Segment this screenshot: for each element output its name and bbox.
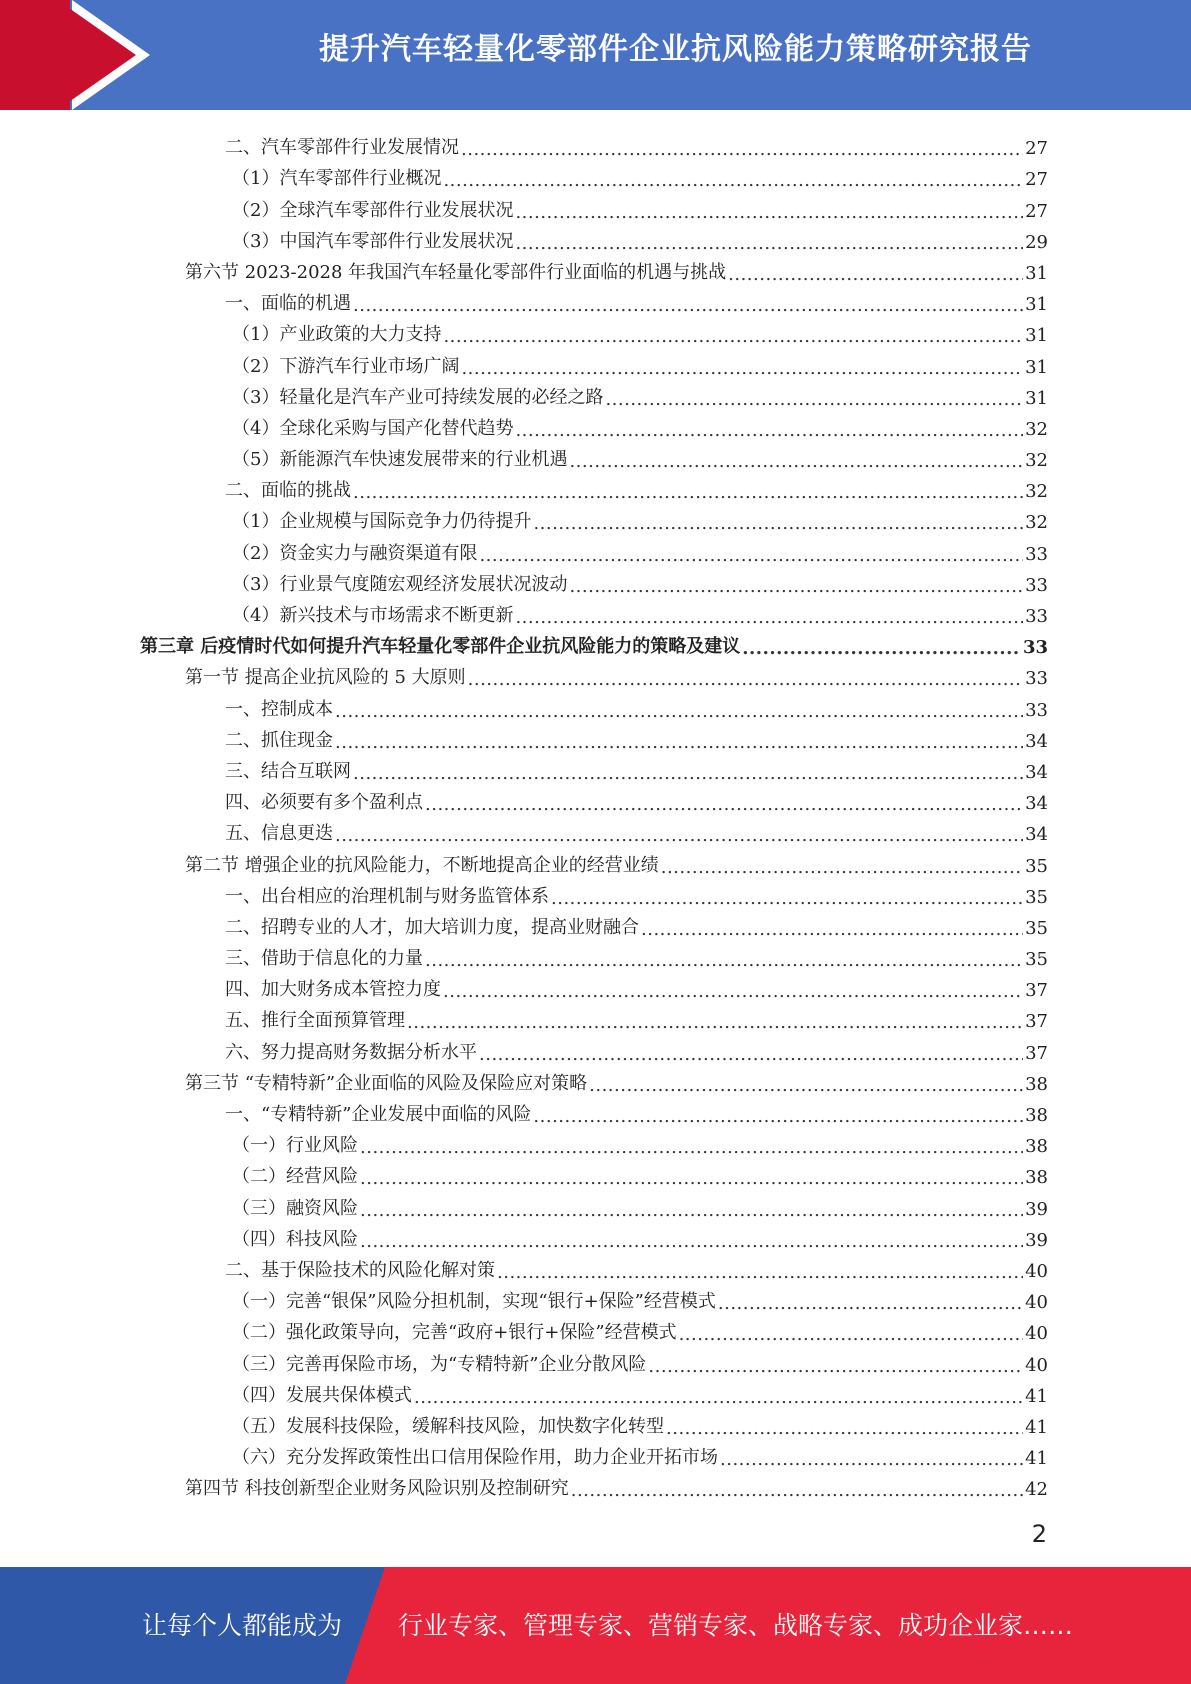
header-chevron-icon: [66, 6, 136, 104]
toc-entry-label: 三、结合互联网: [225, 760, 351, 782]
toc-dot-leader: [360, 1233, 1023, 1251]
toc-dot-leader: [515, 204, 1023, 222]
toc-entry-label: 二、汽车零部件行业发展情况: [225, 137, 459, 159]
toc-entry-page: 41: [1025, 1448, 1048, 1470]
toc-entry-page: 37: [1025, 1042, 1048, 1064]
toc-entry[interactable]: [140, 284, 1048, 315]
toc-dot-leader: [605, 391, 1023, 409]
toc-entry-label: 三、借助于信息化的力量: [225, 948, 423, 970]
toc-entry[interactable]: [140, 222, 1048, 253]
toc-entry-label: 第四节 科技创新型企业财务风险识别及控制研究: [185, 1478, 569, 1500]
toc-entry-page: 35: [1025, 886, 1048, 908]
toc-entry-page: 34: [1025, 793, 1048, 815]
toc-entry-label: 一、控制成本: [225, 698, 333, 720]
toc-dot-leader: [571, 1482, 1023, 1500]
toc-dot-leader: [666, 1420, 1023, 1438]
toc-entry-page: 32: [1025, 481, 1048, 503]
toc-entry-label: （四）发展共保体模式: [232, 1384, 412, 1406]
toc-entry-page: 34: [1025, 761, 1048, 783]
toc-entry-page: 41: [1025, 1385, 1048, 1407]
toc-entry-label: （三）融资风险: [232, 1197, 358, 1219]
toc-entry[interactable]: [140, 908, 1048, 939]
toc-entry-label: 第三章 后疫情时代如何提升汽车轻量化零部件企业抗风险能力的策略及建议: [140, 636, 741, 658]
toc-dot-leader: [515, 422, 1023, 440]
toc-entry[interactable]: [140, 1438, 1048, 1469]
footer-slogan-right: 行业专家、管理专家、营销专家、战略专家、成功企业家……: [398, 1611, 1074, 1640]
toc-entry-label: 第三节 “专精特新”企业面临的风险及保险应对策略: [185, 1072, 588, 1094]
toc-dot-leader: [551, 890, 1023, 908]
toc-entry-label: 五、信息更迭: [225, 823, 333, 845]
toc-dot-leader: [335, 734, 1023, 752]
toc-entry[interactable]: [140, 471, 1048, 502]
toc-entry-label: 四、必须要有多个盈利点: [225, 792, 423, 814]
toc-dot-leader: [353, 765, 1023, 783]
toc-entry[interactable]: [140, 565, 1048, 596]
toc-dot-leader: [720, 1451, 1023, 1469]
toc-entry[interactable]: [140, 315, 1048, 346]
toc-entry-page: 33: [1025, 543, 1048, 565]
toc-dot-leader: [569, 453, 1023, 471]
toc-entry-label: 第二节 增强企业的抗风险能力，不断地提高企业的经营业绩: [185, 854, 659, 876]
toc-dot-leader: [589, 1077, 1023, 1095]
toc-entry[interactable]: [140, 939, 1048, 970]
toc-entry-label: （一）行业风险: [232, 1135, 358, 1157]
toc-entry[interactable]: [140, 346, 1048, 377]
toc-entry-page: 38: [1025, 1073, 1048, 1095]
toc-entry-page: 32: [1025, 512, 1048, 534]
toc-entry-label: （1）企业规模与国际竞争力仍待提升: [232, 511, 532, 533]
toc-entry-page: 40: [1025, 1292, 1048, 1314]
toc-dot-leader: [353, 297, 1023, 315]
toc-entry-label: （二）经营风险: [232, 1166, 358, 1188]
toc-dot-leader: [648, 1358, 1023, 1376]
toc-dot-leader: [407, 1014, 1023, 1032]
toc-entry[interactable]: [140, 1157, 1048, 1188]
report-title: 提升汽车轻量化零部件企业抗风险能力策略研究报告: [319, 32, 1032, 67]
toc-dot-leader: [425, 952, 1023, 970]
toc-entry-label: （3）行业景气度随宏观经济发展状况波动: [232, 573, 568, 595]
toc-entry-page: 31: [1025, 387, 1048, 409]
toc-entry-label: （1）汽车零部件行业概况: [232, 168, 442, 190]
toc-entry[interactable]: [140, 440, 1048, 471]
toc-entry[interactable]: [140, 658, 1048, 689]
toc-entry[interactable]: [140, 1220, 1048, 1251]
toc-dot-leader: [479, 547, 1023, 565]
toc-entry-label: 四、加大财务成本管控力度: [225, 979, 441, 1001]
toc-entry-label: 一、面临的机遇: [225, 293, 351, 315]
toc-dot-leader: [425, 796, 1023, 814]
toc-entry[interactable]: [140, 970, 1048, 1001]
toc-dot-leader: [360, 1139, 1023, 1157]
toc-entry-label: （2）下游汽车行业市场广阔: [232, 355, 460, 377]
toc-entry-label: 二、面临的挑战: [225, 480, 351, 502]
toc-entry[interactable]: [140, 1376, 1048, 1407]
toc-dot-leader: [515, 235, 1023, 253]
toc-dot-leader: [479, 1046, 1023, 1064]
toc-entry[interactable]: [140, 1251, 1048, 1282]
toc-entry-page: 40: [1025, 1260, 1048, 1282]
footer-slogan-left: 让每个人都能成为: [142, 1611, 343, 1640]
toc-entry-page: 29: [1025, 231, 1048, 253]
toc-entry[interactable]: [140, 1126, 1048, 1157]
toc-entry[interactable]: [140, 253, 1048, 284]
toc-dot-leader: [718, 1295, 1023, 1313]
toc-entry-label: （3）中国汽车零部件行业发展状况: [232, 230, 514, 252]
toc-entry-label: （四）科技风险: [232, 1228, 358, 1250]
toc-entry-page: 33: [1025, 606, 1048, 627]
toc-entry[interactable]: [140, 1469, 1048, 1500]
toc-entry-page: 34: [1025, 730, 1048, 752]
toc-entry[interactable]: [140, 877, 1048, 908]
toc-entry-label: （3）轻量化是汽车产业可持续发展的必经之路: [232, 386, 604, 408]
toc-dot-leader: [497, 1264, 1023, 1282]
toc-dot-leader: [335, 827, 1023, 845]
toc-entry-label: （二）强化政策导向，完善“政府+银行+保险”经营模式: [232, 1322, 677, 1344]
toc-entry-page: 38: [1025, 1105, 1048, 1126]
toc-entry[interactable]: [140, 409, 1048, 440]
toc-dot-leader: [360, 1202, 1023, 1220]
toc-entry-page: 39: [1025, 1229, 1048, 1251]
toc-dot-leader: [443, 983, 1023, 1001]
toc-entry-page: 32: [1025, 450, 1048, 472]
toc-entry-page: 32: [1025, 418, 1048, 440]
toc-entry-label: （2）资金实力与融资渠道有限: [232, 542, 478, 564]
toc-entry-page: 27: [1025, 169, 1048, 191]
toc-entry[interactable]: [140, 783, 1048, 814]
toc-dot-leader: [533, 1108, 1023, 1126]
toc-entry-label: 六、努力提高财务数据分析水平: [225, 1041, 477, 1063]
toc-dot-leader: [679, 1326, 1024, 1344]
toc-dot-leader: [661, 859, 1023, 877]
toc-entry-label: （1）产业政策的大力支持: [232, 324, 442, 346]
toc-entry[interactable]: [140, 1407, 1048, 1438]
toc-entry-label: （5）新能源汽车快速发展带来的行业机遇: [232, 449, 568, 471]
toc-entry[interactable]: [140, 128, 1048, 159]
page-header: [0, 0, 1191, 110]
toc-entry[interactable]: [140, 596, 1048, 627]
toc-entry[interactable]: [140, 378, 1048, 409]
toc-dot-leader: [443, 328, 1023, 346]
toc-dot-leader: [414, 1389, 1023, 1407]
toc-entry-page: 38: [1025, 1167, 1048, 1189]
toc-entry-label: （五）发展科技保险，缓解科技风险，加快数字化转型: [232, 1415, 664, 1437]
toc-entry[interactable]: [140, 1313, 1048, 1344]
toc-entry[interactable]: [140, 1064, 1048, 1095]
toc-entry-label: 一、“专精特新”企业发展中面临的风险: [225, 1104, 532, 1125]
toc-dot-leader: [641, 921, 1023, 939]
page-number: 2: [1031, 1520, 1047, 1548]
toc-entry-page: 35: [1025, 917, 1048, 939]
toc-entry-label: （4）全球化采购与国产化替代趋势: [232, 417, 514, 439]
toc-entry[interactable]: [140, 1095, 1048, 1126]
toc-dot-leader: [569, 578, 1023, 596]
toc-entry[interactable]: [140, 721, 1048, 752]
toc-dot-leader: [461, 360, 1023, 378]
toc-dot-leader: [515, 609, 1023, 627]
toc-entry[interactable]: [140, 1344, 1048, 1375]
toc-entry-label: （六）充分发挥政策性出口信用保险作用，助力企业开拓市场: [232, 1447, 718, 1469]
toc-entry[interactable]: [140, 752, 1048, 783]
toc-entry-label: 第六节 2023-2028 年我国汽车轻量化零部件行业面临的机遇与挑战: [185, 261, 727, 283]
toc-entry-page: 40: [1025, 1323, 1048, 1345]
page-footer: [0, 1567, 1191, 1684]
toc-entry[interactable]: [140, 845, 1048, 876]
toc-entry-page: 31: [1025, 262, 1048, 284]
header-red-band: [0, 0, 70, 110]
toc-entry-page: 39: [1025, 1198, 1048, 1220]
toc-entry-page: 37: [1025, 1011, 1048, 1033]
toc-entry[interactable]: [140, 533, 1048, 564]
toc-entry-label: 五、推行全面预算管理: [225, 1010, 405, 1032]
toc-dot-leader: [728, 266, 1023, 284]
toc-entry-page: 31: [1025, 356, 1048, 378]
toc-entry-page: 31: [1025, 294, 1048, 316]
toc-entry-label: 二、招聘专业的人才，加大培训力度，提高业财融合: [225, 916, 639, 938]
toc-entry-page: 40: [1025, 1354, 1048, 1376]
toc-dot-leader: [360, 1170, 1023, 1188]
toc-entry-label: 二、基于保险技术的风险化解对策: [225, 1259, 495, 1281]
toc-entry[interactable]: [140, 1032, 1048, 1063]
toc-entry-label: 第一节 提高企业抗风险的 5 大原则: [185, 667, 466, 689]
toc-dot-leader: [468, 671, 1023, 689]
toc-entry[interactable]: [140, 159, 1048, 190]
toc-entry-page: 35: [1025, 855, 1048, 877]
toc-entry-label: （一）完善“银保”风险分担机制，实现“银行+保险”经营模式: [232, 1291, 716, 1313]
toc-entry-label: （三）完善再保险市场，为“专精特新”企业分散风险: [232, 1353, 647, 1375]
toc-entry-page: 33: [1025, 574, 1048, 596]
toc-entry-page: 34: [1025, 824, 1048, 846]
toc-entry-page: 33: [1025, 699, 1048, 721]
toc-dot-leader: [533, 515, 1023, 533]
toc-entry[interactable]: [140, 1001, 1048, 1032]
toc-entry[interactable]: [140, 502, 1048, 533]
toc-entry[interactable]: [140, 190, 1048, 221]
toc-entry[interactable]: [140, 627, 1048, 658]
toc-entry-page: 31: [1025, 325, 1048, 347]
toc-entry-page: 42: [1025, 1479, 1048, 1501]
toc-dot-leader: [742, 640, 1021, 658]
toc-entry-page: 27: [1025, 138, 1048, 160]
toc-entry-page: 37: [1025, 980, 1048, 1002]
toc-entry-page: 27: [1025, 200, 1048, 222]
toc-entry-page: 35: [1025, 949, 1048, 971]
toc-entry-label: 二、抓住现金: [225, 729, 333, 751]
toc-entry[interactable]: [140, 1282, 1048, 1313]
toc-entry[interactable]: [140, 814, 1048, 845]
toc-dot-leader: [335, 703, 1023, 721]
toc-entry[interactable]: [140, 1188, 1048, 1219]
toc-entry-label: 一、出台相应的治理机制与财务监管体系: [225, 885, 549, 907]
toc-entry-page: 33: [1022, 637, 1048, 659]
toc-entry-label: （4）新兴技术与市场需求不断更新: [232, 605, 514, 626]
toc-entry-page: 38: [1025, 1136, 1048, 1158]
toc-entry-page: 41: [1025, 1416, 1048, 1438]
toc-dot-leader: [443, 172, 1023, 190]
toc-dot-leader: [353, 484, 1023, 502]
toc-entry[interactable]: [140, 689, 1048, 720]
toc-entry-label: （2）全球汽车零部件行业发展状况: [232, 199, 514, 221]
table-of-contents: [140, 128, 1048, 1500]
toc-entry-page: 33: [1025, 668, 1048, 690]
toc-dot-leader: [461, 141, 1023, 159]
